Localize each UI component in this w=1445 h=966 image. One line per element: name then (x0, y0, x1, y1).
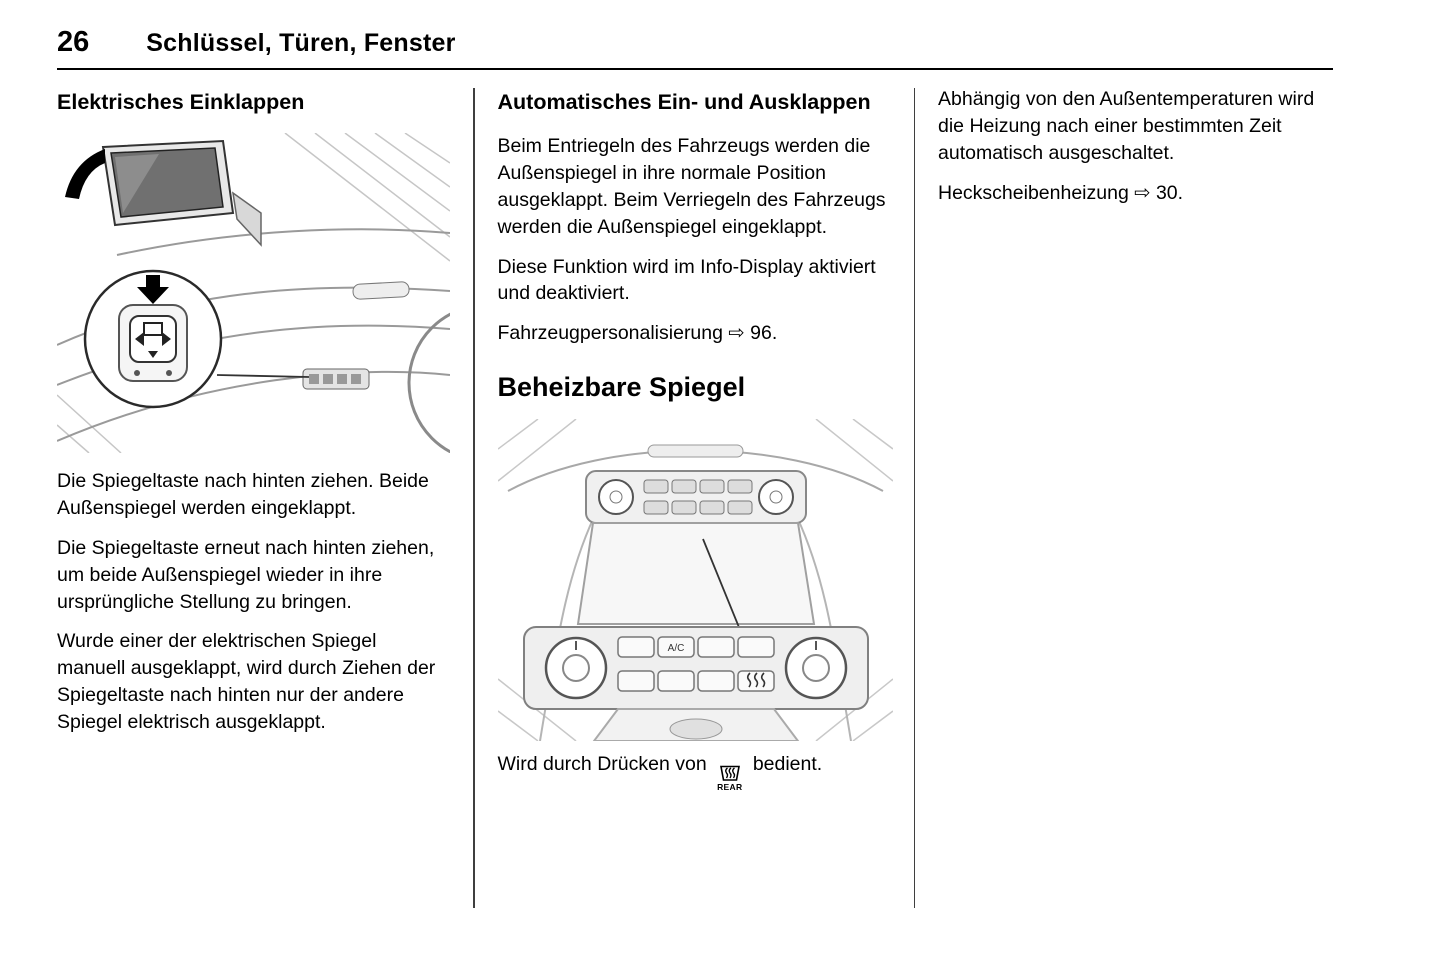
body-paragraph: Wurde einer der elektrischen Spiegel manuell ausgeklappt, wird durch Ziehen der Spiegeltaste nach hinten nur der andere Spiegel elektrisch ausgeklappt. (57, 630, 436, 734)
rear-defrost-icon-label: REAR (717, 781, 743, 792)
body-paragraph: Beim Entriegeln des Fahrzeugs werden die Außenspiegel in ihre normale Position ausgeklappt. Beim Verriegeln des Fahrzeugs werden die Außenspiegel eingeklappt. (497, 134, 886, 238)
body-paragraph: Diese Funktion wird im Info-Display aktiviert und deaktiviert. (497, 255, 876, 305)
column-divider (914, 88, 916, 908)
heading-automatisches-ein-und-ausklappen: Automatisches Ein- und Ausklappen (497, 90, 871, 114)
ac-button-label: A/C (667, 642, 684, 654)
mirror-fold-illustration (57, 133, 450, 453)
body-paragraph: Die Spiegeltaste nach hinten ziehen. Beide Außenspiegel werden eingeklappt. (57, 469, 429, 519)
page-number: 26 (57, 26, 90, 58)
page-header (57, 26, 1333, 59)
page-title: Schlüssel, Türen, Fenster (146, 29, 456, 57)
heading-elektrisches-einklappen: Elektrisches Einklappen (57, 90, 305, 114)
rear-defrost-glyph (718, 765, 742, 782)
cross-reference: Heckscheibenheizung ⇨ 30. (938, 181, 1184, 204)
column-divider (473, 88, 475, 908)
column-left (57, 86, 450, 908)
column-middle (498, 86, 891, 908)
caption-prefix: Wird durch Drücken von (497, 752, 707, 775)
caption-suffix: bedient. (752, 752, 823, 775)
heading-beheizbare-spiegel: Beheizbare Spiegel (497, 372, 746, 403)
column-right (938, 86, 1331, 908)
rear-defrost-icon (717, 765, 742, 792)
body-paragraph: Abhängig von den Außentemperaturen wird die Heizung nach einer bestimmten Zeit automatisch ausgeschaltet. (938, 88, 1315, 164)
cross-reference: Fahrzeugpersonalisierung ⇨ 96. (497, 322, 778, 345)
climate-control-illustration (498, 419, 891, 741)
page-columns (57, 86, 1333, 908)
figure-caption (498, 751, 891, 792)
header-rule (57, 68, 1333, 70)
climate-control-illustration-svg (498, 419, 893, 741)
mirror-fold-illustration-svg (57, 133, 450, 453)
body-paragraph: Die Spiegeltaste erneut nach hinten ziehen, um beide Außenspiegel wieder in ihre ursprüngliche Stellung zu bringen. (57, 536, 435, 613)
